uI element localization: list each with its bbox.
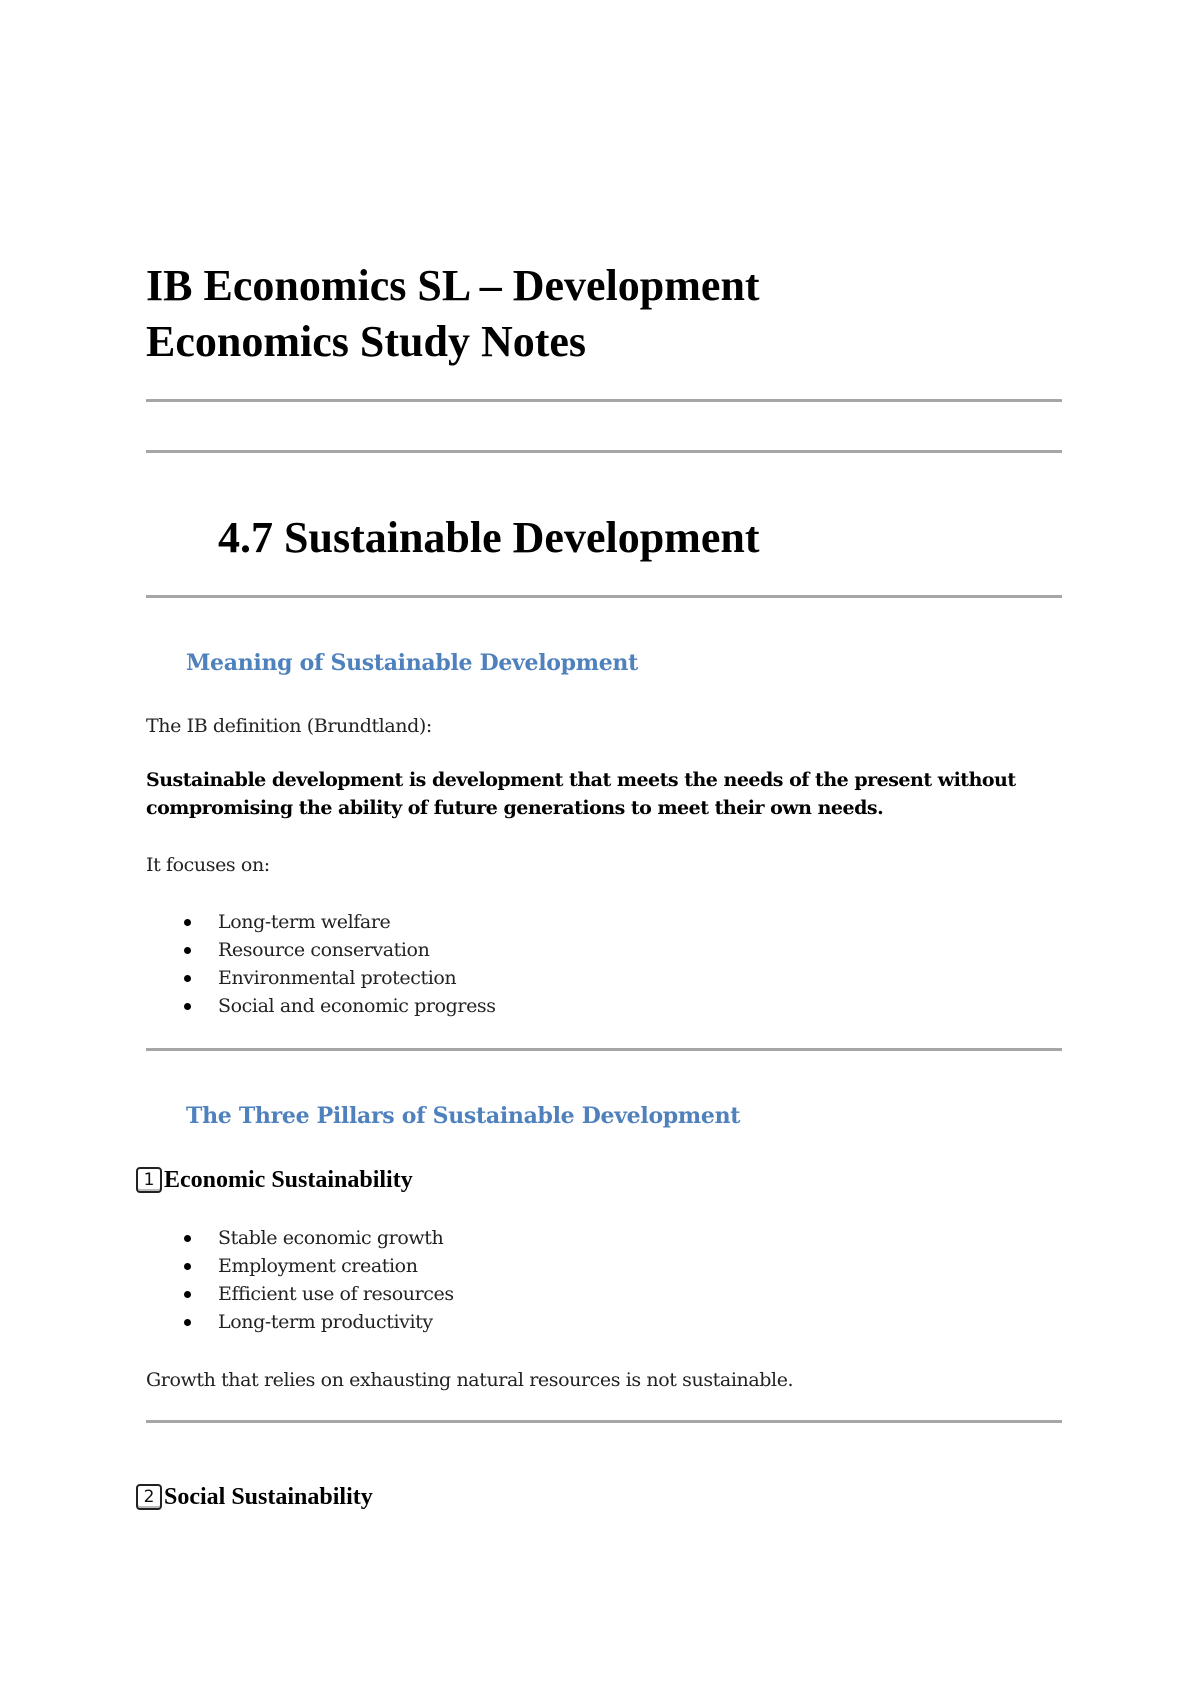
bullet-icon (184, 1263, 191, 1270)
list-item: Employment creation (146, 1252, 1046, 1280)
pillars-heading: The Three Pillars of Sustainable Development (186, 1103, 741, 1129)
focus-list (146, 908, 1046, 1020)
meaning-heading: Meaning of Sustainable Development (186, 650, 638, 676)
section-title: 4.7 Sustainable Development (218, 513, 760, 562)
social-pillar-title: Social Sustainability (164, 1483, 373, 1510)
bullet-icon (184, 1235, 191, 1242)
horizontal-rule-2 (146, 450, 1062, 453)
list-item: Resource conservation (146, 936, 1046, 964)
bullet-icon (184, 919, 191, 926)
document-title-line-1: IB Economics SL – Development (146, 261, 760, 310)
economic-pillar-title: Economic Sustainability (164, 1166, 413, 1193)
document-title (146, 258, 1046, 370)
bullet-icon (184, 1291, 191, 1298)
horizontal-rule-3 (146, 595, 1062, 598)
definition-text (146, 766, 1046, 822)
social-pillar-heading (136, 1481, 373, 1513)
horizontal-rule-5 (146, 1420, 1062, 1423)
list-item: Efficient use of resources (146, 1280, 1046, 1308)
definition-line-2: compromising the ability of future generations to meet their own needs. (146, 797, 884, 819)
list-item: Social and economic progress (146, 992, 1046, 1020)
definition-line-1: Sustainable development is development that meets the needs of the present without (146, 769, 1016, 791)
bullet-icon (184, 1319, 191, 1326)
list-item: Stable economic growth (146, 1224, 1046, 1252)
economic-pillar-list (146, 1224, 1046, 1336)
list-item: Long-term welfare (146, 908, 1046, 936)
bullet-icon (184, 947, 191, 954)
bullet-icon (184, 1003, 191, 1010)
horizontal-rule-4 (146, 1048, 1062, 1051)
document-title-line-2: Economics Study Notes (146, 317, 587, 366)
economic-pillar-note: Growth that relies on exhausting natural resources is not sustainable. (146, 1369, 794, 1391)
keycap-one-icon: 1 (136, 1167, 162, 1193)
bullet-icon (184, 975, 191, 982)
keycap-two-icon: 2 (136, 1484, 162, 1510)
list-item: Environmental protection (146, 964, 1046, 992)
definition-intro: The IB definition (Brundtland): (146, 715, 432, 737)
focus-intro: It focuses on: (146, 854, 270, 876)
economic-pillar-heading (136, 1164, 413, 1196)
horizontal-rule-1 (146, 399, 1062, 402)
list-item: Long-term productivity (146, 1308, 1046, 1336)
